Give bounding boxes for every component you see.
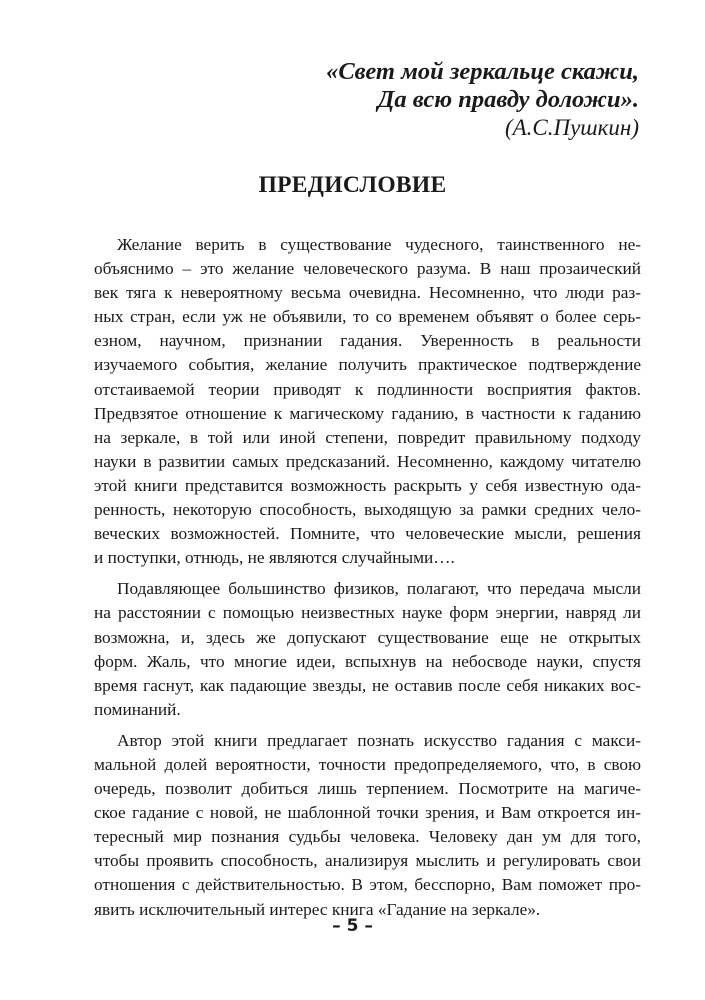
paragraph — [94, 233, 641, 570]
text-line: явить исключительный интерес книга «Гадание на зеркале». — [94, 899, 541, 919]
text-line: возможна, и, здесь же допускают существование еще не открытых — [94, 627, 641, 647]
text-line: форм. Жаль, что многие идеи, вспыхнув на небосводе науки, спустя — [94, 651, 641, 671]
text-line: век тяга к невероятному весьма очевидна. Несомненно, что люди раз- — [94, 283, 641, 303]
text-line: ское гадание с новой, не шаблонной точки зрения, и Вам откроется ин- — [94, 803, 641, 823]
text-line: ных стран, если уж не объявили, то со временем объявят о более серь- — [94, 307, 641, 327]
body-text — [94, 233, 641, 929]
paragraph — [94, 577, 641, 722]
text-line: веческих возможностей. Помните, что человеческие мысли, решения — [94, 524, 641, 544]
epigraph-author: (А.С.Пушкин) — [504, 115, 639, 140]
text-line: отстаиваемой теории приводят к подлинности восприятия фактов. — [94, 379, 641, 399]
epigraph-line-1: «Свет мой зеркальце скажи, — [326, 58, 639, 85]
section-heading: ПРЕДИСЛОВИЕ — [258, 172, 447, 198]
text-line: Подавляющее большинство физиков, полагают, что передача мысли — [117, 579, 641, 599]
epigraph-line-2: Да всю правду доложи». — [377, 86, 639, 113]
text-line: этой книги представится возможность раскрыть у себя известную ода- — [94, 475, 641, 495]
text-line: тересный мир познания судьбы человека. Человеку дан ум для того, — [94, 827, 641, 847]
text-line: чтобы проявить способность, анализируя мыслить и регулировать свои — [94, 851, 641, 871]
text-line: мальной долей вероятности, точности предопределяемого, что, в свою — [94, 754, 641, 774]
text-line: на зеркале, в той или иной степени, повредит правильному подходу — [94, 427, 641, 447]
text-line: поминаний. — [94, 699, 181, 719]
paragraph — [94, 729, 641, 922]
text-line: и поступки, отнюдь, не являются случайными…. — [94, 548, 455, 568]
text-line: отношения с действительностью. В этом, бесспорно, Вам поможет про- — [94, 875, 641, 895]
text-line: езном, научном, признании гадания. Уверенность в реальности — [94, 331, 641, 351]
text-line: Автор этой книги предлагает познать искусство гадания с макси- — [117, 730, 641, 750]
text-line: объяснимо – это желание человеческого разума. В наш прозаический — [94, 259, 641, 279]
epigraph — [326, 58, 639, 142]
text-line: изучаемого события, желание получить практическое подтверждение — [94, 355, 641, 375]
text-line: Предвзятое отношение к магическому гаданию, в частности к гаданию — [94, 403, 641, 423]
text-line: ренность, некоторую способность, выходящую за рамки средних чело- — [94, 500, 641, 520]
text-line: Желание верить в существование чудесного, таинственного не- — [117, 235, 641, 254]
page-number: – 5 – — [332, 916, 373, 936]
text-line: время гаснут, как падающие звезды, не оставив после себя никаких вос- — [94, 675, 641, 695]
text-line: науки в развитии самых предсказаний. Несомненно, каждому читателю — [94, 451, 641, 471]
text-line: на расстоянии с помощью неизвестных науке форм энергии, навряд ли — [94, 603, 641, 623]
text-line: очередь, позволит добиться лишь терпением. Посмотрите на магиче- — [94, 779, 641, 799]
